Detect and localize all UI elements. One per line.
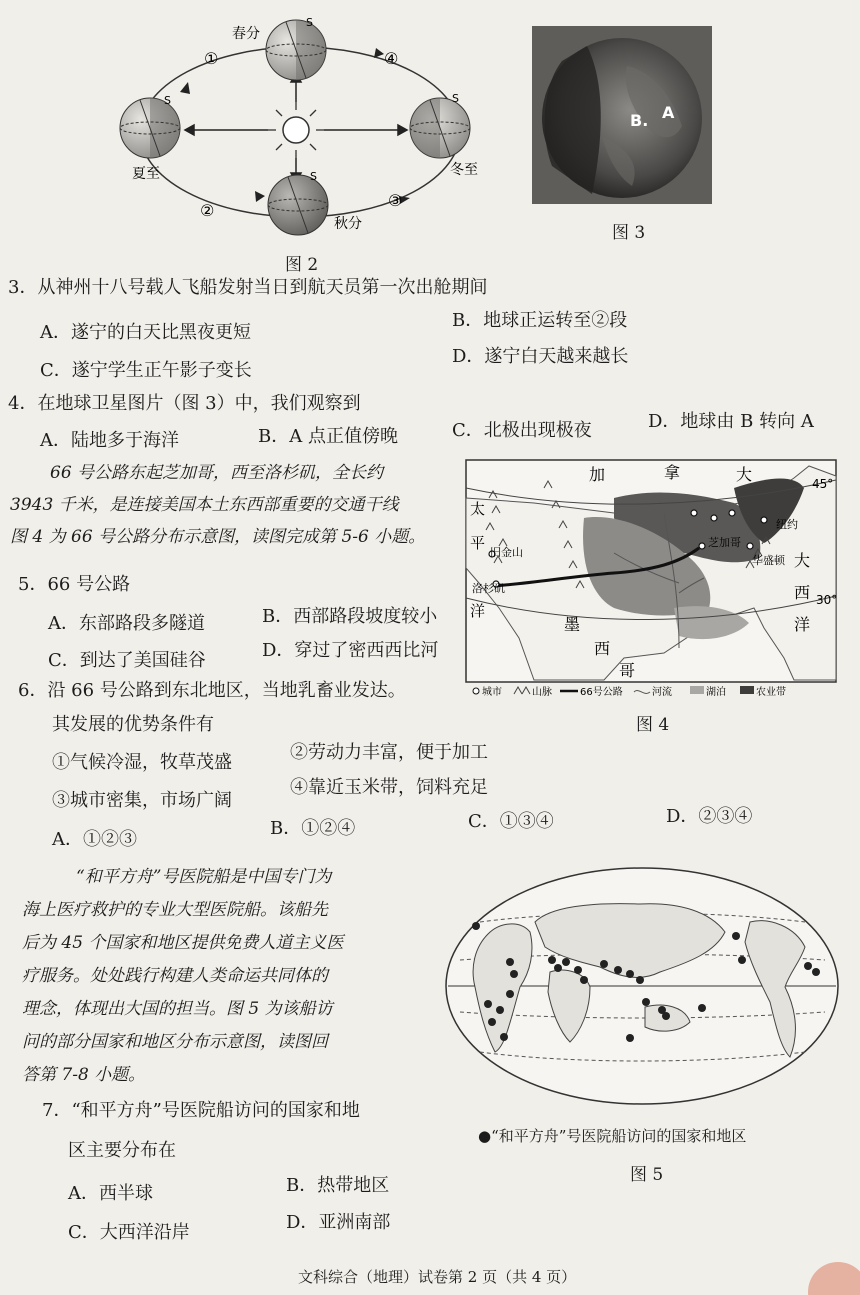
map-label-pacific-2: 平 — [470, 534, 486, 552]
earth-summer-solstice — [120, 94, 180, 158]
label-summer-solstice: 夏至 — [132, 166, 160, 182]
corner-mark — [808, 1262, 860, 1295]
ship-intro-line-3: 后为 45 个国家和地区提供免费人道主义医 — [22, 933, 344, 953]
question-6-stem: 6．沿 66 号公路到东北地区，当地乳畜业发达。 — [18, 680, 406, 701]
map-city-chicago: 芝加哥 — [708, 536, 741, 549]
map-label-canada-1: 加 — [589, 465, 606, 484]
segment-2: ② — [200, 201, 215, 220]
question-7-stem-line-2: 区主要分布在 — [68, 1140, 176, 1161]
q7-option-b: B．热带地区 — [286, 1175, 390, 1196]
q6-item-4: ④靠近玉米带，饲料充足 — [290, 777, 488, 798]
q6-option-b: B．①②④ — [270, 818, 356, 839]
map-label-mexico-1: 墨 — [564, 615, 581, 634]
q7-option-a: A．西半球 — [68, 1183, 153, 1204]
map-label-canada-2: 拿 — [664, 463, 681, 482]
ship-intro-line-6: 问的部分国家和地区分布示意图，读图回 — [22, 1032, 328, 1052]
figure-2-orbit-diagram — [100, 10, 500, 245]
q7-option-c: C．大西洋沿岸 — [68, 1222, 190, 1243]
point-b-label: B. — [630, 111, 649, 130]
map-label-mexico-3: 哥 — [619, 661, 636, 680]
q3-option-b: B．地球正运转至②段 — [452, 310, 628, 331]
map-label-pacific-3: 洋 — [470, 602, 486, 620]
label-spring-equinox: 春分 — [232, 26, 260, 42]
q4-option-c: C．北极出现极夜 — [452, 420, 592, 441]
figure-4-caption: 图 4 — [636, 715, 670, 735]
ship-intro-line-4: 疗服务。处处践行构建人类命运共同体的 — [22, 966, 328, 986]
pole-mark-autumn: S — [310, 170, 317, 183]
q6-option-c: C．①③④ — [468, 811, 554, 832]
route66-intro-line-3: 图 4 为 66 号公路分布示意图，读图完成第 5-6 小题。 — [10, 527, 426, 547]
map-city-sanfrancisco: 旧金山 — [490, 546, 523, 559]
map-label-pacific-1: 太 — [470, 500, 486, 518]
figure-2-caption: 图 2 — [285, 255, 319, 275]
route66-intro-line-2: 3943 千米，是连接美国本土东西部重要的交通干线 — [10, 495, 399, 515]
figure-3-satellite-image — [532, 26, 712, 204]
map-label-mexico-2: 西 — [594, 639, 611, 658]
route66-intro-line-1: 66 号公路东起芝加哥，西至洛杉矶，全长约 — [50, 463, 384, 483]
pole-mark-spring: S — [306, 16, 313, 29]
legend-city: 城市 — [482, 687, 502, 698]
map-label-canada-3: 大 — [736, 465, 753, 484]
pole-mark-winter: S — [452, 92, 459, 105]
legend-agri: 农业带 — [756, 687, 786, 698]
map-city-losangeles: 洛杉矶 — [472, 582, 505, 595]
ship-intro-line-5: 理念，体现出大国的担当。图 5 为该船访 — [22, 999, 333, 1019]
q4-option-a: A．陆地多于海洋 — [40, 430, 179, 451]
ship-intro-line-1: “和平方舟”号医院船是中国专门为 — [76, 867, 332, 887]
page-footer: 文科综合（地理）试卷第 2 页（共 4 页） — [298, 1268, 577, 1286]
earth-autumn-equinox — [268, 170, 328, 235]
map-label-atlantic-3: 洋 — [794, 615, 811, 634]
q6-option-d: D．②③④ — [666, 806, 753, 827]
q5-option-c: C．到达了美国硅谷 — [48, 650, 206, 671]
figure-5-caption: 图 5 — [630, 1165, 664, 1185]
q3-option-d: D．遂宁白天越来越长 — [452, 346, 629, 367]
figure-4-route66-map — [464, 458, 842, 700]
q5-option-a: A．东部路段多隧道 — [48, 613, 205, 634]
q6-option-a: A．①②③ — [52, 829, 137, 850]
figure-3-caption: 图 3 — [612, 223, 646, 243]
figure-5-world-map — [440, 862, 845, 1122]
earth-winter-solstice — [410, 92, 470, 158]
legend-route: 66号公路 — [580, 687, 623, 698]
question-4-stem: 4．在地球卫星图片（图 3）中，我们观察到 — [8, 393, 361, 414]
map-label-atlantic-1: 大 — [794, 551, 811, 570]
question-7-stem: 7．“和平方舟”号医院船访问的国家和地 — [42, 1100, 360, 1121]
q6-item-2: ②劳动力丰富，便于加工 — [290, 742, 488, 763]
map-city-washington: 华盛顿 — [752, 554, 785, 567]
legend-river: 河流 — [652, 687, 672, 698]
q5-option-b: B．西部路段坡度较小 — [262, 606, 438, 627]
segment-3: ③ — [388, 191, 403, 210]
pole-mark-summer: S — [164, 94, 171, 107]
q4-option-d: D．地球由 B 转向 A — [648, 411, 814, 432]
map-city-newyork: 纽约 — [776, 518, 798, 531]
segment-4: ④ — [384, 49, 399, 68]
ship-intro-line-7: 答第 7-8 小题。 — [22, 1065, 146, 1085]
label-winter-solstice: 冬至 — [450, 162, 478, 178]
question-6-stem-line-2: 其发展的优势条件有 — [52, 714, 214, 735]
point-a-label: A — [662, 103, 675, 122]
map-lat-45: 45° — [812, 477, 834, 491]
figure-5-legend: ●“和平方舟”号医院船访问的国家和地区 — [478, 1127, 747, 1145]
map-label-atlantic-2: 西 — [794, 583, 811, 602]
q6-item-3: ③城市密集，市场广阔 — [52, 790, 232, 811]
segment-1: ① — [204, 49, 219, 68]
question-5-stem: 5．66 号公路 — [18, 574, 131, 595]
map-legend — [473, 685, 786, 698]
earth-spring-equinox — [266, 16, 326, 80]
legend-mountain: 山脉 — [532, 687, 552, 698]
q5-option-d: D．穿过了密西西比河 — [262, 640, 439, 661]
q6-item-1: ①气候冷湿，牧草茂盛 — [52, 752, 232, 773]
q3-option-c: C．遂宁学生正午影子变长 — [40, 360, 252, 381]
q4-option-b: B．A 点正值傍晚 — [258, 426, 398, 447]
legend-lake: 湖泊 — [706, 687, 726, 698]
label-autumn-equinox: 秋分 — [334, 216, 362, 232]
question-3-stem: 3．从神州十八号载人飞船发射当日到航天员第一次出舱期间 — [8, 277, 488, 298]
q7-option-d: D．亚洲南部 — [286, 1212, 391, 1233]
q3-option-a: A．遂宁的白天比黑夜更短 — [40, 322, 251, 343]
map-lat-30: 30° — [816, 593, 838, 607]
sun-icon — [268, 102, 324, 158]
ship-intro-line-2: 海上医疗救护的专业大型医院船。该船先 — [22, 900, 328, 920]
